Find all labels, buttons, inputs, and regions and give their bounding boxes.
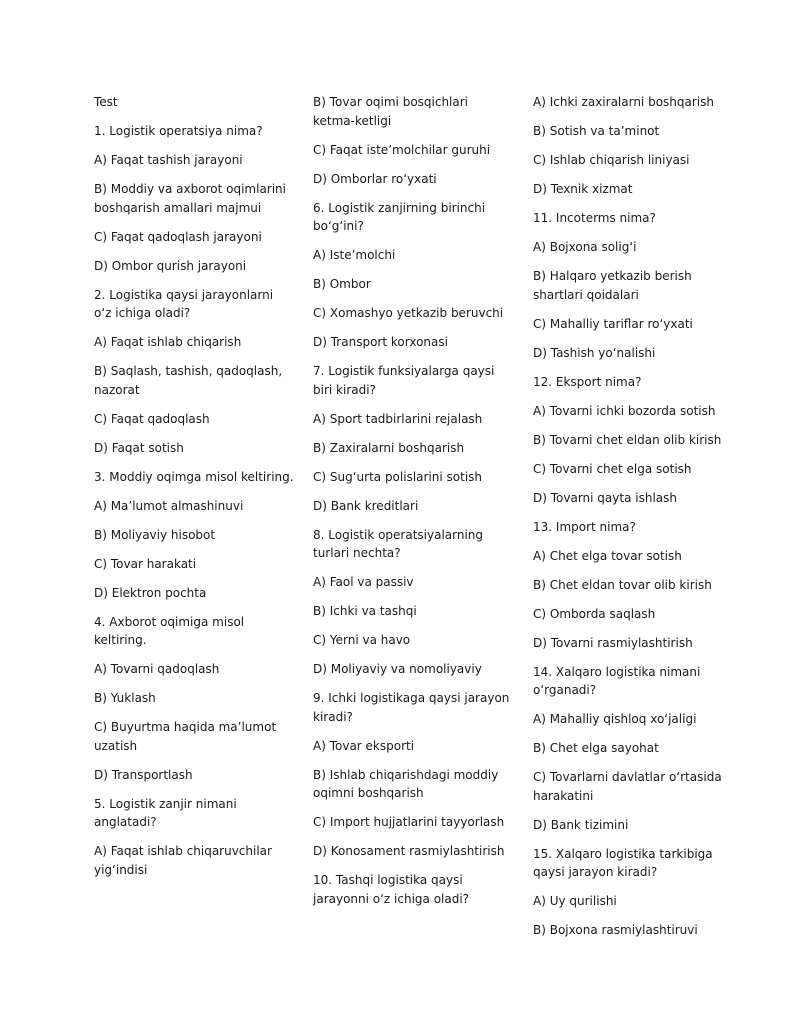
text-column-3: [533, 93, 743, 950]
answer-option: A) Ma’lumot almashinuvi: [94, 498, 244, 513]
answer-option: C) Tovarni chet elga sotish: [533, 461, 692, 476]
answer-option: A) Tovarni qadoqlash: [94, 662, 220, 676]
question-text: 14. Xalqaro logistika nimani o‘rganadi?: [533, 664, 701, 697]
answer-option: B) Tovar oqimi bosqichlari ketma-ketligi: [313, 95, 469, 128]
question-text: 12. Eksport nima?: [533, 374, 642, 389]
question-text: 2. Logistika qaysi jarayonlarni o‘z ichiga oladi?: [94, 287, 274, 320]
answer-option: C) Buyurtma haqida ma’lumot uzatish: [94, 720, 277, 753]
question-text: 8. Logistik operatsiyalarning turlari nechta?: [313, 527, 484, 560]
answer-option: D) Faqat sotish: [94, 440, 184, 455]
answer-option: D) Texnik xizmat: [533, 182, 633, 196]
answer-option: A) Uy qurilishi: [533, 894, 617, 908]
answer-option: B) Ombor: [313, 277, 371, 291]
answer-option: B) Bojxona rasmiylashtiruvi: [533, 923, 698, 937]
question-text: 15. Xalqaro logistika tarkibiga qaysi jarayon kiradi?: [533, 846, 713, 879]
answer-option: B) Ichki va tashqi: [313, 604, 417, 618]
answer-option: A) Ichki zaxiralarni boshqarish: [533, 95, 714, 109]
answer-option: D) Tashish yo‘nalishi: [533, 345, 656, 360]
answer-option: B) Yuklash: [94, 691, 156, 705]
answer-option: B) Chet eldan tovar olib kirish: [533, 577, 712, 592]
answer-option: B) Moliyaviy hisobot: [94, 527, 216, 542]
answer-option: D) Moliyaviy va nomoliyaviy: [313, 662, 482, 676]
answer-option: B) Sotish va ta’minot: [533, 124, 660, 138]
answer-option: C) Yerni va havo: [313, 633, 411, 647]
answer-option: D) Omborlar ro‘yxati: [313, 171, 437, 186]
question-text: 11. Incoterms nima?: [533, 211, 656, 225]
answer-option: D) Tovarni qayta ishlash: [533, 490, 677, 505]
answer-option: C) Import hujjatlarini tayyorlash: [313, 815, 505, 829]
answer-option: A) Sport tadbirlarini rejalash: [313, 411, 483, 426]
answer-option: A) Mahalliy qishloq xo‘jaligi: [533, 712, 697, 726]
question-text: 13. Import nima?: [533, 519, 636, 534]
answer-option: D) Elektron pochta: [94, 585, 207, 600]
answer-option: C) Tovar harakati: [94, 556, 197, 571]
answer-option: D) Transport korxonasi: [313, 335, 448, 349]
question-text: 7. Logistik funksiyalarga qaysi biri kiradi?: [313, 364, 495, 397]
question-text: 5. Logistik zanjir nimani anglatadi?: [94, 796, 237, 829]
text-column-1: [94, 93, 294, 890]
question-text: 3. Moddiy oqimga misol keltiring.: [94, 469, 294, 484]
question-text: 4. Axborot oqimiga misol keltiring.: [94, 614, 245, 647]
answer-option: C) Faqat qadoqlash: [94, 411, 210, 426]
answer-option: A) Iste’molchi: [313, 248, 396, 262]
answer-option: A) Faqat tashish jarayoni: [94, 153, 243, 167]
question-text: 10. Tashqi logistika qaysi jarayonni o‘z ichiga oladi?: [313, 873, 470, 906]
answer-option: B) Zaxiralarni boshqarish: [313, 440, 465, 455]
answer-option: D) Konosament rasmiylashtirish: [313, 844, 505, 858]
answer-option: C) Sug‘urta polislarini sotish: [313, 469, 483, 484]
answer-option: D) Transportlash: [94, 767, 193, 782]
answer-option: A) Faqat ishlab chiqaruvchilar yig‘indisi: [94, 844, 272, 877]
answer-option: C) Xomashyo yetkazib beruvchi: [313, 306, 504, 320]
question-text: 9. Ichki logistikaga qaysi jarayon kiradi?: [313, 691, 510, 724]
answer-option: A) Faol va passiv: [313, 575, 414, 589]
answer-option: A) Tovar eksporti: [313, 738, 415, 753]
answer-option: C) Faqat iste’molchilar guruhi: [313, 142, 491, 157]
text-column-2: [313, 93, 513, 919]
answer-option: A) Chet elga tovar sotish: [533, 548, 682, 563]
question-text: 6. Logistik zanjirning birinchi bo‘g‘ini?: [313, 200, 486, 233]
answer-option: B) Tovarni chet eldan olib kirish: [533, 432, 722, 447]
answer-option: C) Omborda saqlash: [533, 606, 656, 621]
document-title: Test: [94, 95, 118, 109]
question-text: 1. Logistik operatsiya nima?: [94, 124, 263, 138]
answer-option: A) Tovarni ichki bozorda sotish: [533, 403, 716, 418]
answer-option: B) Halqaro yetkazib berish shartlari qoidalari: [533, 269, 692, 302]
answer-option: C) Ishlab chiqarish liniyasi: [533, 153, 690, 167]
answer-option: D) Tovarni rasmiylashtirish: [533, 635, 693, 650]
answer-option: D) Ombor qurish jarayoni: [94, 258, 247, 273]
answer-option: B) Chet elga sayohat: [533, 741, 659, 755]
answer-option: C) Mahalliy tariflar ro‘yxati: [533, 316, 693, 331]
answer-option: B) Ishlab chiqarishdagi moddiy oqimni boshqarish: [313, 767, 499, 800]
answer-option: C) Tovarlarni davlatlar o‘rtasida harakatini: [533, 770, 722, 803]
answer-option: D) Bank tizimini: [533, 817, 629, 832]
answer-option: B) Moddiy va axborot oqimlarini boshqarish amallari majmui: [94, 182, 286, 215]
answer-option: A) Bojxona solig‘i: [533, 240, 637, 254]
answer-option: D) Bank kreditlari: [313, 498, 419, 513]
answer-option: B) Saqlash, tashish, qadoqlash, nazorat: [94, 364, 283, 397]
answer-option: A) Faqat ishlab chiqarish: [94, 335, 242, 349]
answer-option: C) Faqat qadoqlash jarayoni: [94, 229, 262, 244]
